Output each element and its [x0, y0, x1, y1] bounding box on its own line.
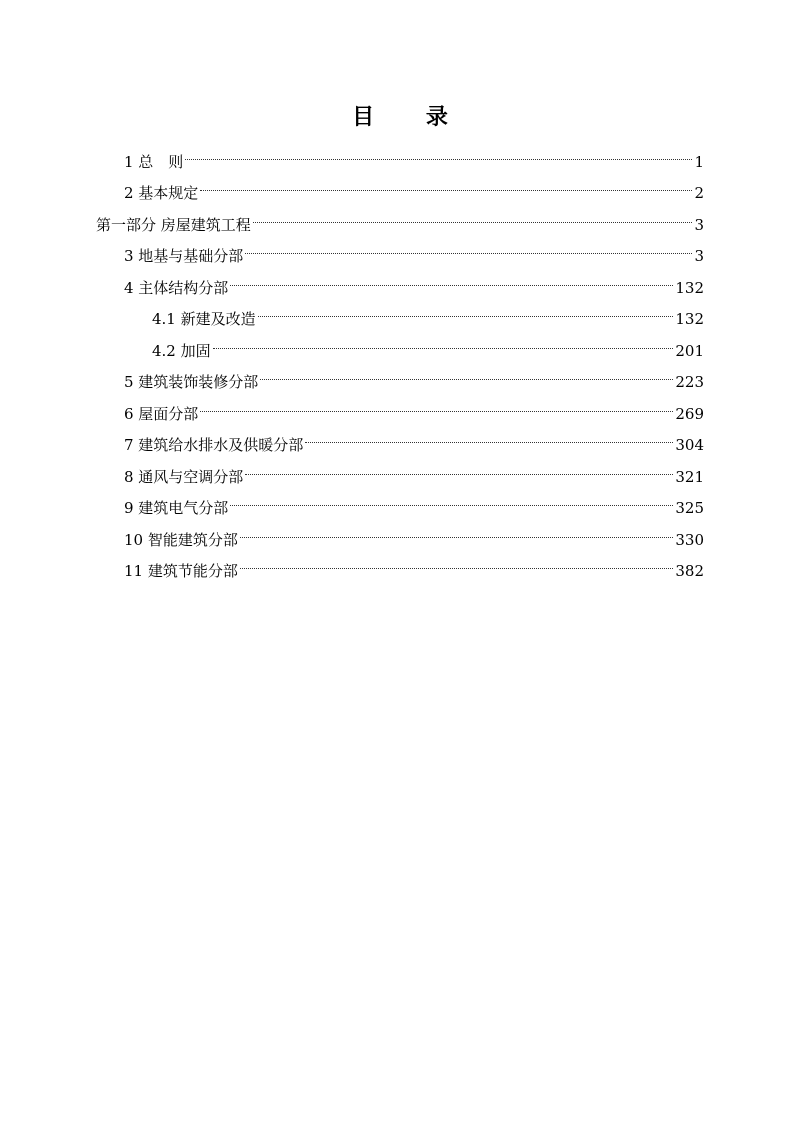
toc-entry-label: 8 通风与空调分部 [124, 468, 244, 486]
dot-leader [245, 235, 692, 261]
toc-entry-page: 1 [694, 153, 704, 171]
toc-entry-label: 7 建筑给水排水及供暖分部 [124, 436, 304, 454]
toc-entry[interactable] [124, 456, 704, 486]
dot-leader [245, 456, 673, 482]
toc-entry-page: 321 [675, 468, 704, 486]
toc-entry-label: 6 屋面分部 [124, 405, 199, 423]
toc-entry[interactable] [124, 519, 704, 549]
toc-entry-page: 201 [675, 342, 704, 360]
dot-leader [230, 487, 673, 513]
toc-entry-page: 132 [675, 279, 704, 297]
toc-title: 目 录 [352, 104, 470, 130]
toc-entry-label: 11 建筑节能分部 [124, 562, 238, 580]
toc-entry-label: 4.1 新建及改造 [152, 310, 256, 328]
dot-leader [240, 550, 674, 576]
toc-entry-label: 4.2 加固 [152, 342, 211, 360]
toc-entry-label: 9 建筑电气分部 [124, 499, 229, 517]
dot-leader [253, 204, 693, 230]
dot-leader [200, 172, 692, 198]
toc-entry-page: 2 [694, 184, 704, 202]
toc-entry[interactable] [124, 393, 704, 423]
toc-entry-page: 269 [675, 405, 704, 423]
dot-leader [230, 267, 673, 293]
toc-entry-label: 第一部分 房屋建筑工程 [96, 216, 251, 234]
toc-entry-page: 132 [675, 310, 704, 328]
toc-entry-label: 4 主体结构分部 [124, 279, 229, 297]
toc-entry-label: 5 建筑装饰装修分部 [124, 373, 259, 391]
dot-leader [305, 424, 673, 450]
toc-entry-label: 2 基本规定 [124, 184, 199, 202]
toc-entry[interactable] [124, 172, 704, 202]
toc-entry-page: 382 [675, 562, 704, 580]
toc-entry[interactable] [152, 298, 704, 328]
toc-entry-label: 1 总 则 [124, 153, 184, 171]
toc-entry-page: 304 [675, 436, 704, 454]
dot-leader [200, 393, 673, 419]
toc-entry-page: 330 [675, 531, 704, 549]
toc-entry-page: 223 [675, 373, 704, 391]
dot-leader [240, 519, 674, 545]
toc-entry[interactable] [124, 487, 704, 517]
toc-entry[interactable] [124, 141, 704, 171]
toc-entry[interactable] [124, 361, 704, 391]
toc-entry-label: 3 地基与基础分部 [124, 247, 244, 265]
dot-leader [185, 141, 692, 167]
toc-entry-page: 325 [675, 499, 704, 517]
toc-entry-page: 3 [694, 216, 704, 234]
toc-entry[interactable] [124, 550, 704, 580]
toc-entry[interactable] [96, 204, 704, 234]
dot-leader [260, 361, 673, 387]
toc-entry-label: 10 智能建筑分部 [124, 531, 238, 549]
dot-leader [213, 330, 674, 356]
toc-entry[interactable] [124, 424, 704, 454]
toc-entry[interactable] [152, 330, 704, 360]
toc-entry-page: 3 [694, 247, 704, 265]
toc-entry[interactable] [124, 235, 704, 265]
toc-entry[interactable] [124, 267, 704, 297]
dot-leader [258, 298, 674, 324]
